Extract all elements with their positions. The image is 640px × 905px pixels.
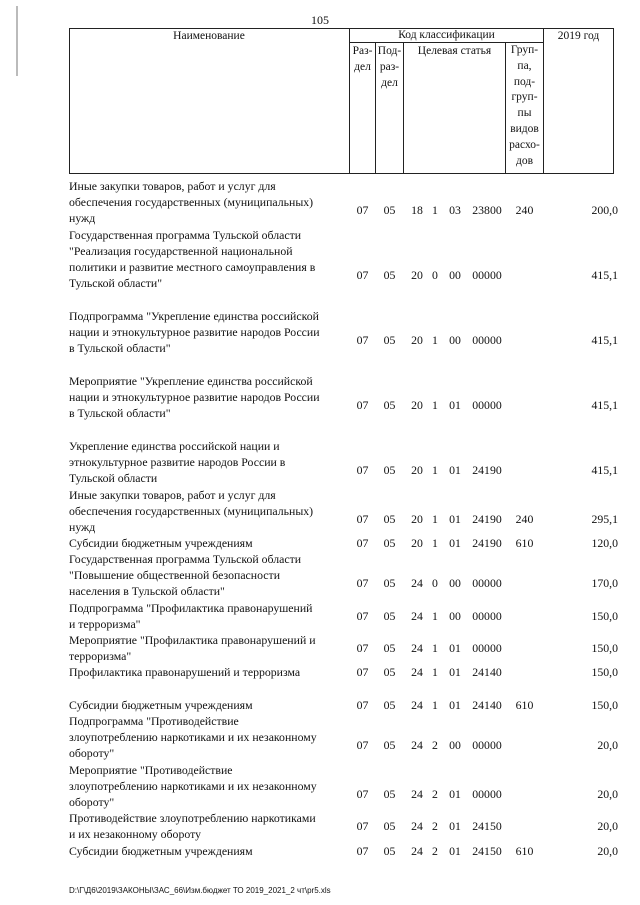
row-name-line: и их незаконному обороту <box>69 827 201 841</box>
cell-program: 18 <box>411 203 423 217</box>
cell-subprogram: 0 <box>432 576 438 590</box>
cell-subprogram: 2 <box>432 738 438 752</box>
cell-amount: 20,0 <box>597 844 618 858</box>
cell-direction: 24190 <box>472 536 502 550</box>
table-header <box>69 28 614 174</box>
cell-direction: 24190 <box>472 512 502 526</box>
cell-subsection: 05 <box>383 609 396 623</box>
row-name-line: Государственная программа Тульской области <box>69 228 302 242</box>
cell-event: 01 <box>449 844 461 858</box>
cell-event: 00 <box>449 738 461 752</box>
cell-section: 07 <box>356 665 369 679</box>
row-name-line: в Тульской области" <box>69 406 171 420</box>
cell-section: 07 <box>356 536 369 550</box>
cell-amount: 415,1 <box>591 333 618 347</box>
row-name-line: Тульской области <box>69 471 158 485</box>
cell-subsection: 05 <box>383 787 396 801</box>
cell-program: 24 <box>411 576 423 590</box>
table-row <box>69 178 618 226</box>
table-row <box>69 632 618 664</box>
cell-program: 20 <box>411 463 423 477</box>
row-name-line: нации и этнокультурное развитие народов России <box>69 390 320 404</box>
cell-subsection: 05 <box>383 268 396 282</box>
row-name-line: обеспечения государственных (муниципальных) <box>69 195 314 209</box>
cell-subsection: 05 <box>383 641 396 655</box>
row-name-line: обороту" <box>69 746 115 760</box>
row-name <box>69 373 351 421</box>
cell-subsection: 05 <box>383 333 396 347</box>
cell-amount: 150,0 <box>591 698 618 712</box>
cell-amount: 150,0 <box>591 641 618 655</box>
cell-subprogram: 1 <box>432 333 438 347</box>
row-name-line: Мероприятие "Противодействие <box>69 763 233 777</box>
table-row <box>69 227 618 291</box>
cell-subprogram: 0 <box>432 268 438 282</box>
table-row <box>69 438 618 486</box>
cell-event: 01 <box>449 641 461 655</box>
cell-section: 07 <box>356 844 369 858</box>
row-name-line: злоупотреблению наркотиками и их незаконному <box>69 730 317 744</box>
row-name-line: этнокультурное развитие народов России в <box>69 455 286 469</box>
cell-program: 20 <box>411 333 423 347</box>
cell-direction: 24140 <box>472 665 502 679</box>
cell-section: 07 <box>356 576 369 590</box>
cell-event: 01 <box>449 512 461 526</box>
cell-direction: 00000 <box>472 609 502 623</box>
row-name <box>69 697 351 713</box>
cell-direction: 23800 <box>472 203 502 217</box>
cell-subprogram: 1 <box>432 609 438 623</box>
row-name-line: "Реализация государственной национальной <box>69 244 293 258</box>
cell-amount: 415,1 <box>591 268 618 282</box>
cell-section: 07 <box>356 463 369 477</box>
row-name-line: и терроризма" <box>69 617 141 631</box>
cell-event: 00 <box>449 609 461 623</box>
cell-subprogram: 1 <box>432 512 438 526</box>
cell-expense-group: 240 <box>515 203 534 217</box>
cell-program: 24 <box>411 787 423 801</box>
cell-amount: 170,0 <box>591 576 618 590</box>
cell-subprogram: 1 <box>432 203 438 217</box>
row-name-line: в Тульской области" <box>69 341 171 355</box>
table-row <box>69 487 618 535</box>
row-name-line: Субсидии бюджетным учреждениям <box>69 698 253 712</box>
table-row <box>69 535 618 551</box>
cell-program: 20 <box>411 398 423 412</box>
row-name <box>69 762 351 810</box>
cell-subsection: 05 <box>383 738 396 752</box>
cell-program: 24 <box>411 641 423 655</box>
cell-section: 07 <box>356 819 369 833</box>
row-name <box>69 487 351 535</box>
cell-section: 07 <box>356 698 369 712</box>
cell-subprogram: 1 <box>432 698 438 712</box>
cell-direction: 00000 <box>472 268 502 282</box>
cell-subprogram: 2 <box>432 844 438 858</box>
cell-amount: 295,1 <box>591 512 618 526</box>
cell-event: 01 <box>449 463 461 477</box>
cell-subsection: 05 <box>383 819 396 833</box>
table-row <box>69 664 618 680</box>
row-name-line: политики и развитие местного самоуправления в <box>69 260 316 274</box>
row-name <box>69 308 351 356</box>
cell-program: 24 <box>411 844 423 858</box>
cell-subprogram: 1 <box>432 665 438 679</box>
cell-expense-group: 240 <box>515 512 534 526</box>
file-path: D:\Г\Д6\2019\ЗАКОНЫ\ЗАС_66\Изм.бюджет ТО 2019_2021_2 чт\pr5.xls <box>69 886 331 895</box>
cell-event: 00 <box>449 576 461 590</box>
cell-direction: 24140 <box>472 698 502 712</box>
cell-direction: 24190 <box>472 463 502 477</box>
row-name-line: терроризма" <box>69 649 132 663</box>
cell-expense-group: 610 <box>515 698 534 712</box>
row-name-line: Субсидии бюджетным учреждениям <box>69 536 253 550</box>
row-name <box>69 178 351 226</box>
cell-amount: 415,1 <box>591 463 618 477</box>
row-name-line: нужд <box>69 520 96 534</box>
row-name-line: Противодействие злоупотреблению наркотиками <box>69 811 316 825</box>
row-name-line: злоупотреблению наркотиками и их незаконному <box>69 779 317 793</box>
cell-event: 00 <box>449 333 461 347</box>
cell-event: 01 <box>449 787 461 801</box>
cell-program: 24 <box>411 698 423 712</box>
table-row <box>69 697 618 713</box>
row-name <box>69 227 351 291</box>
row-name-line: "Повышение общественной безопасности <box>69 568 281 582</box>
cell-subsection: 05 <box>383 463 396 477</box>
cell-subsection: 05 <box>383 665 396 679</box>
row-name <box>69 810 351 842</box>
cell-amount: 150,0 <box>591 609 618 623</box>
cell-subsection: 05 <box>383 698 396 712</box>
cell-subsection: 05 <box>383 844 396 858</box>
table-row <box>69 308 618 356</box>
table-row <box>69 373 618 421</box>
row-name-line: нужд <box>69 211 96 225</box>
row-name <box>69 535 351 551</box>
row-name <box>69 600 351 632</box>
cell-amount: 415,1 <box>591 398 618 412</box>
header-year: 2019 год <box>557 30 600 42</box>
table-row <box>69 551 618 599</box>
cell-subprogram: 2 <box>432 819 438 833</box>
cell-subsection: 05 <box>383 203 396 217</box>
row-name-line: Субсидии бюджетным учреждениям <box>69 844 253 858</box>
cell-expense-group: 610 <box>515 536 534 550</box>
cell-direction: 00000 <box>472 333 502 347</box>
page-number: 105 <box>311 13 329 27</box>
header-name: Наименование <box>173 30 245 42</box>
cell-section: 07 <box>356 512 369 526</box>
table-row <box>69 843 618 859</box>
row-name-line: Подпрограмма "Противодействие <box>69 714 239 728</box>
table-row <box>69 810 618 842</box>
cell-program: 24 <box>411 738 423 752</box>
cell-section: 07 <box>356 787 369 801</box>
cell-section: 07 <box>356 398 369 412</box>
cell-subprogram: 1 <box>432 536 438 550</box>
cell-program: 24 <box>411 819 423 833</box>
row-name-line: Укрепление единства российской нации и <box>69 439 280 453</box>
row-name <box>69 438 351 486</box>
cell-amount: 120,0 <box>591 536 618 550</box>
cell-direction: 24150 <box>472 819 502 833</box>
row-name-line: нации и этнокультурное развитие народов России <box>69 325 320 339</box>
cell-subsection: 05 <box>383 398 396 412</box>
row-name <box>69 664 351 680</box>
header-section: Раз- дел <box>352 45 373 73</box>
cell-event: 03 <box>449 203 461 217</box>
row-name <box>69 713 351 761</box>
row-name <box>69 843 351 859</box>
cell-amount: 20,0 <box>597 787 618 801</box>
cell-amount: 150,0 <box>591 665 618 679</box>
row-name-line: Профилактика правонарушений и терроризма <box>69 665 301 679</box>
cell-direction: 00000 <box>472 787 502 801</box>
header-expense-group: Груп- па, под- груп- пы видов расхо- дов <box>509 44 540 167</box>
table-row <box>69 713 618 761</box>
cell-subprogram: 1 <box>432 641 438 655</box>
row-name-line: Подпрограмма "Укрепление единства российской <box>69 309 319 323</box>
cell-amount: 20,0 <box>597 819 618 833</box>
cell-direction: 00000 <box>472 738 502 752</box>
cell-section: 07 <box>356 641 369 655</box>
cell-direction: 24150 <box>472 844 502 858</box>
table-row <box>69 762 618 810</box>
cell-section: 07 <box>356 268 369 282</box>
cell-subsection: 05 <box>383 512 396 526</box>
cell-event: 01 <box>449 398 461 412</box>
cell-direction: 00000 <box>472 398 502 412</box>
cell-amount: 200,0 <box>591 203 618 217</box>
cell-event: 00 <box>449 268 461 282</box>
row-name-line: Тульской области" <box>69 276 163 290</box>
row-name-line: Мероприятие "Укрепление единства российской <box>69 374 313 388</box>
row-name-line: населения в Тульской области" <box>69 584 225 598</box>
cell-subsection: 05 <box>383 576 396 590</box>
cell-event: 01 <box>449 665 461 679</box>
row-name <box>69 632 351 664</box>
cell-section: 07 <box>356 333 369 347</box>
cell-expense-group: 610 <box>515 844 534 858</box>
table-row <box>69 600 618 632</box>
row-name-line: обеспечения государственных (муниципальных) <box>69 504 314 518</box>
row-name <box>69 551 351 599</box>
row-name-line: Государственная программа Тульской области <box>69 552 302 566</box>
cell-program: 24 <box>411 665 423 679</box>
cell-direction: 00000 <box>472 576 502 590</box>
header-subsection: Под- раз- дел <box>377 45 402 89</box>
cell-section: 07 <box>356 609 369 623</box>
row-name-line: Иные закупки товаров, работ и услуг для <box>69 179 276 193</box>
row-name-line: Иные закупки товаров, работ и услуг для <box>69 488 276 502</box>
cell-subprogram: 1 <box>432 463 438 477</box>
cell-subprogram: 1 <box>432 398 438 412</box>
row-name-line: Мероприятие "Профилактика правонарушений и <box>69 633 316 647</box>
cell-program: 20 <box>411 536 423 550</box>
cell-program: 24 <box>411 609 423 623</box>
cell-direction: 00000 <box>472 641 502 655</box>
row-name-line: Подпрограмма "Профилактика правонарушений <box>69 601 313 615</box>
cell-event: 01 <box>449 698 461 712</box>
cell-subprogram: 2 <box>432 787 438 801</box>
cell-section: 07 <box>356 738 369 752</box>
cell-section: 07 <box>356 203 369 217</box>
cell-event: 01 <box>449 819 461 833</box>
cell-subsection: 05 <box>383 536 396 550</box>
cell-amount: 20,0 <box>597 738 618 752</box>
row-name-line: обороту" <box>69 795 115 809</box>
header-classification: Код классификации <box>398 29 495 41</box>
cell-program: 20 <box>411 268 423 282</box>
cell-event: 01 <box>449 536 461 550</box>
header-target-article: Целевая статья <box>417 45 492 57</box>
cell-program: 20 <box>411 512 423 526</box>
